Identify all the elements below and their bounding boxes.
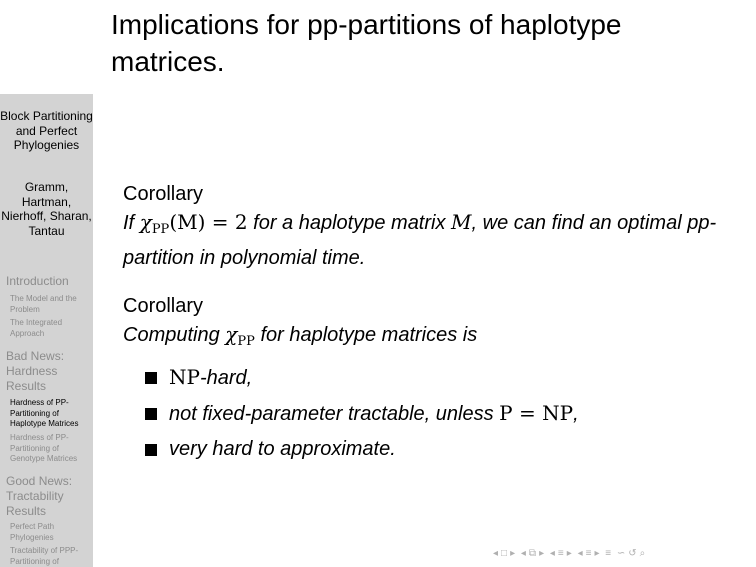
- nav-search-icon[interactable]: ⌕: [639, 548, 646, 559]
- nav-prev-frame-icon[interactable]: ◂: [493, 548, 499, 559]
- list-item: [123, 432, 723, 467]
- matrix-symbol: M: [451, 210, 472, 234]
- corollary-2-title: Corollary: [123, 295, 204, 317]
- formula-eq: (M) = 2: [169, 210, 248, 234]
- list-item: [123, 360, 723, 396]
- chi-symbol: χ: [139, 210, 152, 234]
- nav-prev-part-icon[interactable]: ◂: [577, 548, 583, 559]
- sidebar-section-introduction[interactable]: Introduction: [6, 274, 69, 288]
- sidebar-subsection-hardness-haplotype[interactable]: Hardness of PP-Partitioning of Haplotype Matrices: [10, 398, 79, 428]
- nav-back-icon[interactable]: ∽: [616, 548, 626, 559]
- corollary-1-mid: for a haplotype matrix: [253, 212, 446, 234]
- bullet-icon: [145, 372, 157, 384]
- nav-refresh-icon[interactable]: ↺: [628, 548, 637, 559]
- np-hard-text: -hard,: [199, 367, 253, 389]
- nav-next-section-icon[interactable]: ▸: [566, 548, 572, 559]
- corollary-1-body: [123, 208, 723, 272]
- corollary-2-end: for haplotype matrices is: [260, 324, 478, 346]
- nav-part-icon[interactable]: ≡: [585, 548, 592, 559]
- sidebar-section-bad-news[interactable]: Bad News: Hardness Results: [6, 349, 65, 393]
- sidebar-subsection-integrated[interactable]: The Integrated Approach: [10, 318, 63, 338]
- corollary-1-title: Corollary: [123, 183, 204, 205]
- sidebar-subsection-model[interactable]: The Model and the Problem: [10, 294, 77, 314]
- nav-prev-section-icon[interactable]: ◂: [549, 548, 555, 559]
- beamer-navigation-bar: [493, 548, 753, 562]
- sidebar-subsection-hardness-genotype[interactable]: Hardness of PP-Partitioning of Genotype Matrices: [10, 433, 78, 463]
- fpt-text: not fixed-parameter tractable, unless: [169, 403, 494, 425]
- sidebar-subsection-perfect-path[interactable]: Perfect Path Phylogenies: [10, 522, 55, 542]
- sidebar: [0, 94, 93, 567]
- corollary-2-start: Computing: [123, 324, 220, 346]
- sidebar-section-good-news[interactable]: Good News: Tractability Results: [6, 474, 73, 518]
- fpt-comma: ,: [573, 403, 579, 425]
- nav-section-icon[interactable]: ≡: [557, 548, 564, 559]
- chi-pp-symbol: $\chi_{PP}$: [225, 322, 255, 349]
- nav-next-frame-icon[interactable]: ▸: [510, 548, 516, 559]
- bullet-icon: [145, 408, 157, 420]
- list-item: [123, 396, 723, 432]
- approx-text: very hard to approximate.: [169, 438, 396, 460]
- sidebar-authors: Gramm, Hartman, Nierhoff, Sharan, Tantau: [1, 180, 92, 238]
- nav-prev-subsection-icon[interactable]: ◂: [520, 548, 526, 559]
- nav-subsection-icon[interactable]: ⧉: [528, 548, 537, 559]
- corollary-2-list: [123, 360, 723, 467]
- chi-subscript: PP: [151, 222, 170, 237]
- sidebar-presentation-title[interactable]: Block Partitioning and Perfect Phylogenies: [0, 109, 93, 152]
- bullet-icon: [145, 444, 157, 456]
- corollary-1-if: If: [123, 212, 135, 234]
- nav-frame-icon[interactable]: □: [501, 548, 508, 559]
- chi-pp-formula: [139, 210, 248, 237]
- corollary-1-end: , we can find an optimal pp-partition in polynomial time.: [123, 212, 717, 269]
- slide-content: [123, 180, 723, 467]
- p-equals-np: P = NP: [499, 401, 574, 425]
- corollary-2-body: [123, 320, 723, 356]
- nav-outline-icon[interactable]: ≡: [605, 548, 612, 559]
- nav-next-part-icon[interactable]: ▸: [594, 548, 600, 559]
- sidebar-subsection-tractability[interactable]: Tractability of PPP-Partitioning of: [10, 546, 79, 566]
- nav-next-subsection-icon[interactable]: ▸: [539, 548, 545, 559]
- frame-title: Implications for pp-partitions of haplotype matrices.: [111, 9, 622, 77]
- np-symbol: NP: [169, 365, 200, 389]
